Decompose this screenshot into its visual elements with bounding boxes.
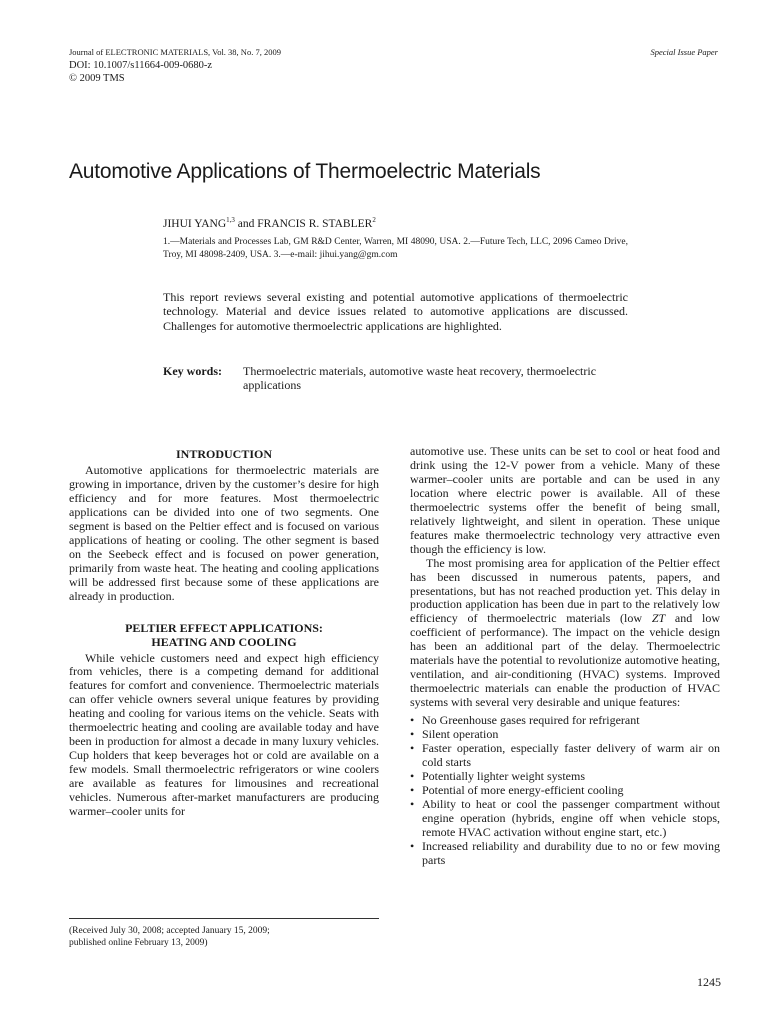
feature-item xyxy=(410,728,720,742)
authors xyxy=(163,216,376,230)
feature-text: Potentially lighter weight systems xyxy=(422,768,585,783)
bullet-icon: • xyxy=(410,838,415,853)
affiliations: 1.—Materials and Processes Lab, GM R&D Center, Warren, MI 48090, USA. 2.—Future Tech, LLC, 2096 Cameo Drive, Troy, MI 48098-2409, USA. 3.—e-mail: jihui.yang@gm.com xyxy=(163,237,628,260)
intro-paragraph: Automotive applications for thermoelectric materials are growing in importance, driven by the customer’s desire for high efficiency and for more features. Most thermoelectric applications can be divided into one of two segments. One segment is based on the Peltier effect and is focused on various applications of heating or cooling. The other segment is based on the Seebeck effect and is focused on power generation, primarily from waste heat. The heating and cooling applications will be addressed first because some of these applications are already in production. xyxy=(69,463,379,603)
author-1: JIHUI YANG xyxy=(163,217,227,230)
feature-item xyxy=(410,742,720,770)
special-issue-label: Special Issue Paper xyxy=(650,47,718,57)
doi: DOI: 10.1007/s11664-009-0680-z xyxy=(69,60,213,71)
abstract: This report reviews several existing and potential automotive applications of thermoelectric technology. Material and device issues related to automotive applications are discussed. Challenges for automotive thermoelectric applications are highlighted. xyxy=(163,290,628,333)
feature-text: Potential of more energy-efficient cooling xyxy=(422,782,624,797)
bullet-icon: • xyxy=(410,741,415,756)
received-dates xyxy=(69,925,379,949)
right-paragraph-2 xyxy=(410,557,720,710)
right-paragraph-2b: and low coefficient of performance). The impact on the vehicle design has been an additional part of the delay. Thermoelectric materials have the potential to revolutionize automotive heating, ventilation, and air-conditioning (HVAC) systems. Improved thermoelectric materials can enable the production of HVAC systems with several very desirable and unique features: xyxy=(410,611,721,710)
author-2-affil: 2 xyxy=(372,216,376,224)
keywords-label: Key words: xyxy=(163,364,222,378)
feature-item xyxy=(410,714,720,728)
bullet-icon: • xyxy=(410,768,415,783)
feature-text: Silent operation xyxy=(422,727,499,742)
peltier-heading-line1: PELTIER EFFECT APPLICATIONS: xyxy=(125,620,323,635)
keywords xyxy=(163,364,628,392)
right-column xyxy=(410,445,720,868)
feature-text: Ability to heat or cool the passenger compartment without engine operation (hybrids, engine off when vehicle stops, remote HVAC activation without engine start, etc.) xyxy=(422,796,720,839)
feature-item xyxy=(410,770,720,784)
left-column xyxy=(69,447,379,819)
feature-item xyxy=(410,798,720,840)
right-paragraph-2a: The most promising area for application of the Peltier effect has been discussed in numerous patents, papers, and presentations, but has not reached production yet. This delay in production application has been due in part to the relatively low efficiency of thermoelectric materials (low xyxy=(410,555,720,626)
bullet-icon: • xyxy=(410,727,415,742)
paper-title: Automotive Applications of Thermoelectric Materials xyxy=(69,160,541,183)
features-list xyxy=(410,714,720,867)
authors-and: and xyxy=(234,217,258,230)
keywords-text: Thermoelectric materials, automotive waste heat recovery, thermoelectric applications xyxy=(243,364,597,392)
feature-text: No Greenhouse gases required for refrigerant xyxy=(422,713,640,728)
copyright: © 2009 TMS xyxy=(69,73,125,84)
author-2: FRANCIS R. STABLER xyxy=(257,217,373,230)
bullet-icon: • xyxy=(410,713,415,728)
journal-citation: Journal of ELECTRONIC MATERIALS, Vol. 38, No. 7, 2009 xyxy=(69,47,281,57)
bullet-icon: • xyxy=(410,782,415,797)
footnote-divider xyxy=(69,918,379,919)
peltier-paragraph: While vehicle customers need and expect high efficiency from vehicles, there is a competing demand for additional features for comfort and convenience. Thermoelectric materials can offer vehicle owners several unique features by providing heating and cooling for various items on the vehicle. Seats with thermoelectric heating and cooling are available today and have been in production for almost a decade in many luxury vehicles. Cup holders that keep beverages hot or cold are available on a few models. Small thermoelectric refrigerators or wine coolers are available as features for limousines and recreational vehicles. Numerous after-market manufacturers are producing warmer–cooler units for xyxy=(69,650,379,819)
zt-symbol: ZT xyxy=(651,611,666,626)
peltier-heading-line2: HEATING AND COOLING xyxy=(151,634,297,649)
bullet-icon: • xyxy=(410,796,415,811)
feature-item xyxy=(410,784,720,798)
received-line-2: published online February 13, 2009) xyxy=(69,938,208,948)
feature-text: Increased reliability and durability due to no or few moving parts xyxy=(422,838,720,867)
received-line-1: (Received July 30, 2008; accepted January 15, 2009; xyxy=(69,926,270,936)
author-1-affil: 1,3 xyxy=(226,216,235,224)
feature-item xyxy=(410,840,720,868)
page-number: 1245 xyxy=(697,975,721,989)
feature-text: Faster operation, especially faster delivery of warm air on cold starts xyxy=(422,741,720,769)
right-paragraph-1: automotive use. These units can be set to cool or heat food and drink using the 12-V power from a vehicle. Many of these warmer–cooler units are portable and can be used in any location where electric power is available. All of these thermoelectric systems offer the benefit of being small, relatively lightweight, and silent in operation. These unique features make thermoelectric technology very attractive even though the efficiency is low. xyxy=(410,444,720,556)
intro-heading: INTRODUCTION xyxy=(175,447,272,461)
